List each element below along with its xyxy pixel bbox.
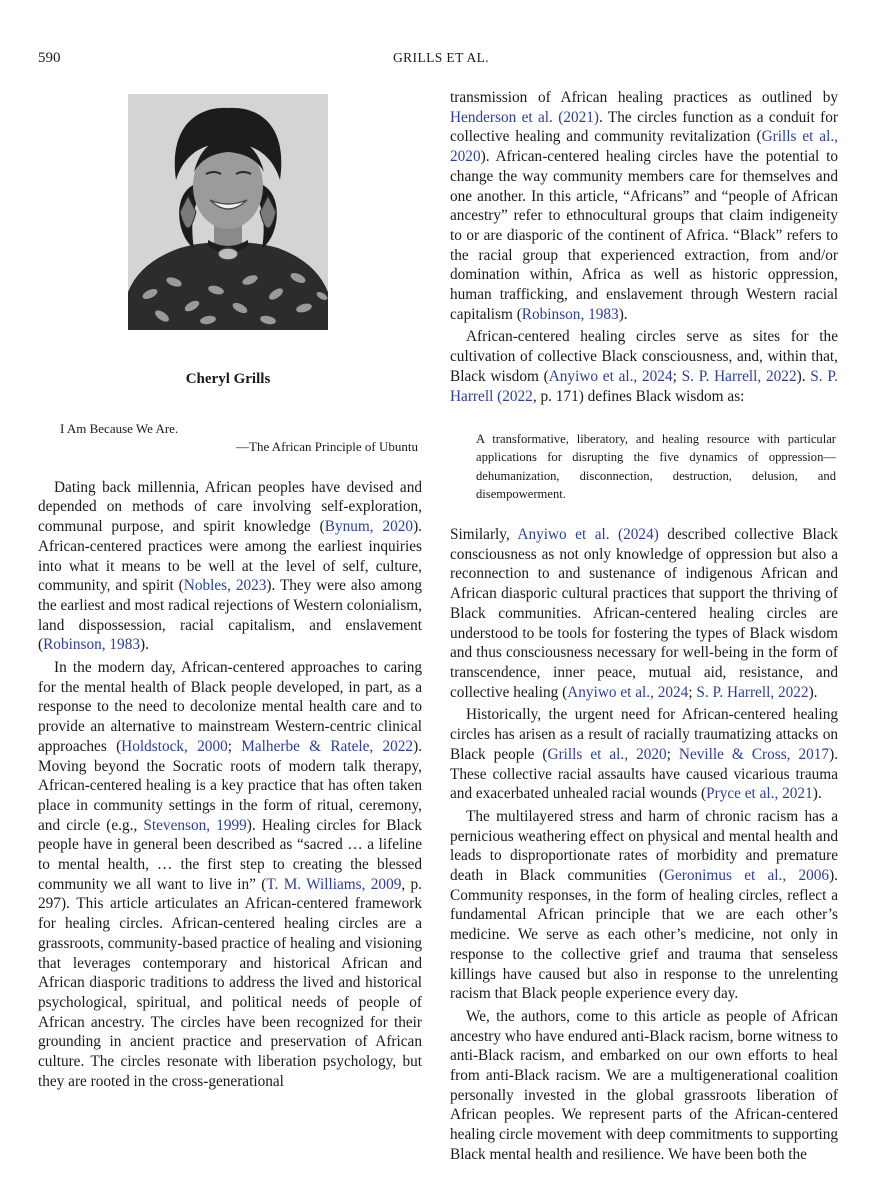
text-run: Historically, the urgent need for African-centered healing circles has arisen as a result of racially traumatizing attacks on Black people ( <box>450 706 838 763</box>
body-paragraph <box>450 1007 838 1165</box>
citation-link[interactable]: T. M. Williams, 2009 <box>266 875 402 893</box>
text-run: African-centered healing circles serve as sites for the cultivation of collective Black consciousness, and, within that, Black wisdom ( <box>450 328 838 385</box>
text-run: ). <box>618 305 628 323</box>
citation-link[interactable]: Anyiwo et al., 2024 <box>548 367 673 385</box>
text-run: ). Community responses, in the form of healing circles, reflect a fundamental African principle that we are each other’s medicine. We serve as each other’s medicine, not only in response to the collective grief and trauma that senseless killings have caused but also in response to the unrelenting racism that Black people experience every day. <box>450 867 838 1003</box>
citation-link[interactable]: Anyiwo et al., 2024 <box>567 683 689 701</box>
text-run: ). Healing circles for Black people have in general been described as “sacred … a lifeline to mental health, … the first step to creating the blessed community we all want to live in” ( <box>38 816 422 893</box>
epigraph-quote: I Am Because We Are. <box>60 420 179 436</box>
text-run: ; <box>666 745 679 763</box>
citation-link[interactable]: Holdstock, 2000 <box>121 737 228 755</box>
citation-link[interactable]: Neville & Cross, 2017 <box>678 745 830 763</box>
text-run: ). They were also among the earliest and most radical rejections of Western colonialism, land dispossession, racial capitalism, and enslavement ( <box>38 577 422 654</box>
text-run: ; <box>688 683 697 701</box>
citation-link[interactable]: S. P. Harrell, 2022 <box>696 683 809 701</box>
citation-link[interactable]: Grills et al., 2020 <box>547 745 667 763</box>
text-run: transmission of African healing practices as outlined by <box>450 89 838 106</box>
text-run: ). <box>808 683 818 701</box>
text-run: We, the authors, come to this article as people of African ancestry who have endured anti-Black racism, borne witness to anti-Black racism, and embarked on our own efforts to heal from anti-Black racism. We are a multigenerational coalition personally invested in the global grassroots liberation of African peoples. We represent parts of the African-centered healing circle movement with deep commitments to supporting Black mental health and resilience. We have been both the <box>450 1007 838 1163</box>
text-run: , p. 297). This article articulates an African-centered framework for healing circles. African-centered healing circles are a grassroots, community-based practice of healing and visioning that leverages contemporary and historical African and African diasporic traditions to address the lived and historical psychological, spiritual, and political needs of people of African ancestry. The circles have been recognized for their grounding in ancient practice and preservation of African culture. The circles resonate with liberation psychology, but they are rooted in the cross-generational <box>38 875 422 1090</box>
running-header <box>0 50 894 72</box>
citation-link[interactable]: Geronimus et al., 2006 <box>663 867 830 885</box>
body-paragraph <box>450 705 838 804</box>
text-run: described collective Black consciousness as not only knowledge of oppression but also a reconnection to and sustenance of indigenous African and African diasporic cultural practices that support the thriving of Black communities. African-centered healing circles are understood to be tools for fostering the types of Black wisdom and thus consciousness necessary for well-being in the form of transcendence, inner peace, mutual aid, resistance, and collective healing ( <box>450 526 839 701</box>
citation-link[interactable]: Robinson, 1983 <box>521 305 619 323</box>
author-photo <box>128 94 328 330</box>
text-run: The multilayered stress and harm of chronic racism has a pernicious weathering effect on physical and mental health and leads to disproportionate rates of morbidity and premature death in Black communities ( <box>450 807 838 885</box>
body-paragraph <box>450 807 838 1004</box>
citation-link[interactable]: S. P. Harrell, 2022 <box>681 367 797 385</box>
citation-link[interactable]: Pryce et al., 2021 <box>706 785 813 803</box>
citation-link[interactable]: Robinson, 1983 <box>43 636 140 654</box>
citation-link[interactable]: Malherbe & Ratele, 2022 <box>241 737 414 755</box>
left-column <box>38 88 422 1092</box>
author-portrait <box>128 94 328 390</box>
body-paragraph <box>38 658 422 1091</box>
citation-link[interactable]: Anyiwo et al. (2024) <box>517 526 659 544</box>
page-number: 590 <box>38 50 61 66</box>
text-run: ; <box>227 737 242 755</box>
right-column <box>450 88 838 1165</box>
text-run: ). These collective racial assaults have caused vicarious trauma and exacerbated unhealed racial wounds ( <box>450 745 839 803</box>
text-run: In the modern day, African-centered approaches to caring for the mental health of Black people developed, in part, as a response to the need to decolonize mental health care and to provide an alternative to mainstream Western-centric clinical approaches ( <box>38 659 422 755</box>
text-run: ). African-centered practices were among the earliest inquiries into what it means to be well at the level of self, culture, community, and spirit ( <box>38 518 422 595</box>
citation-link[interactable]: Henderson et al. (2021) <box>450 108 600 126</box>
body-paragraph <box>450 88 838 324</box>
text-run: . The circles function as a conduit for collective healing and community revitalization ( <box>450 108 838 146</box>
epigraph <box>38 420 422 456</box>
running-title: GRILLS ET AL. <box>393 50 490 65</box>
block-quote: A transformative, liberatory, and healing resource with particular applications for disrupting the five dynamics of oppression—dehumanization, disconnection, destruction, delusion, and disempowerment. <box>476 432 836 501</box>
citation-link[interactable]: Bynum, 2020 <box>324 518 414 536</box>
citation-link[interactable]: Stevenson, 1999 <box>143 816 247 834</box>
epigraph-attribution: —The African Principle of Ubuntu <box>236 438 418 454</box>
text-run: ). <box>796 367 811 385</box>
text-run: ; <box>672 367 682 385</box>
portrait-caption: Cheryl Grills <box>185 371 271 387</box>
body-paragraph <box>450 327 838 406</box>
text-run: Dating back millennia, African peoples have devised and depended on methods of care involving self-exploration, communal purpose, and spirit knowledge ( <box>38 478 422 536</box>
text-run: ). <box>140 636 149 654</box>
text-run: ). Moving beyond the Socratic roots of modern talk therapy, African-centered healing is a key practice that has often taken place in community settings in the form of ritual, ceremony, and circle (e.g., <box>38 737 423 834</box>
text-run: ). African-centered healing circles have the potential to change the way community members care for themselves and one another. In this article, “Africans” and “people of African ancestry” refer to ethnocultural groups that claim indigeneity to or are diasporic of the continent of Africa. “Black” refers to the racial group that experienced extraction, from and/or domination within, Africa as well as historic oppression, human trafficking, and enslavement through Western racial capitalism ( <box>450 148 838 323</box>
citation-link[interactable]: Nobles, 2023 <box>183 577 267 595</box>
body-paragraph <box>38 478 422 655</box>
citation-link[interactable]: S. P. Harrell (2022 <box>450 367 839 405</box>
text-run: Similarly, <box>450 526 518 544</box>
text-run: , p. 171) defines Black wisdom as: <box>532 387 745 405</box>
body-paragraph <box>450 525 838 702</box>
text-run: ). <box>812 785 822 803</box>
citation-link[interactable]: Grills et al., 2020 <box>450 128 838 166</box>
